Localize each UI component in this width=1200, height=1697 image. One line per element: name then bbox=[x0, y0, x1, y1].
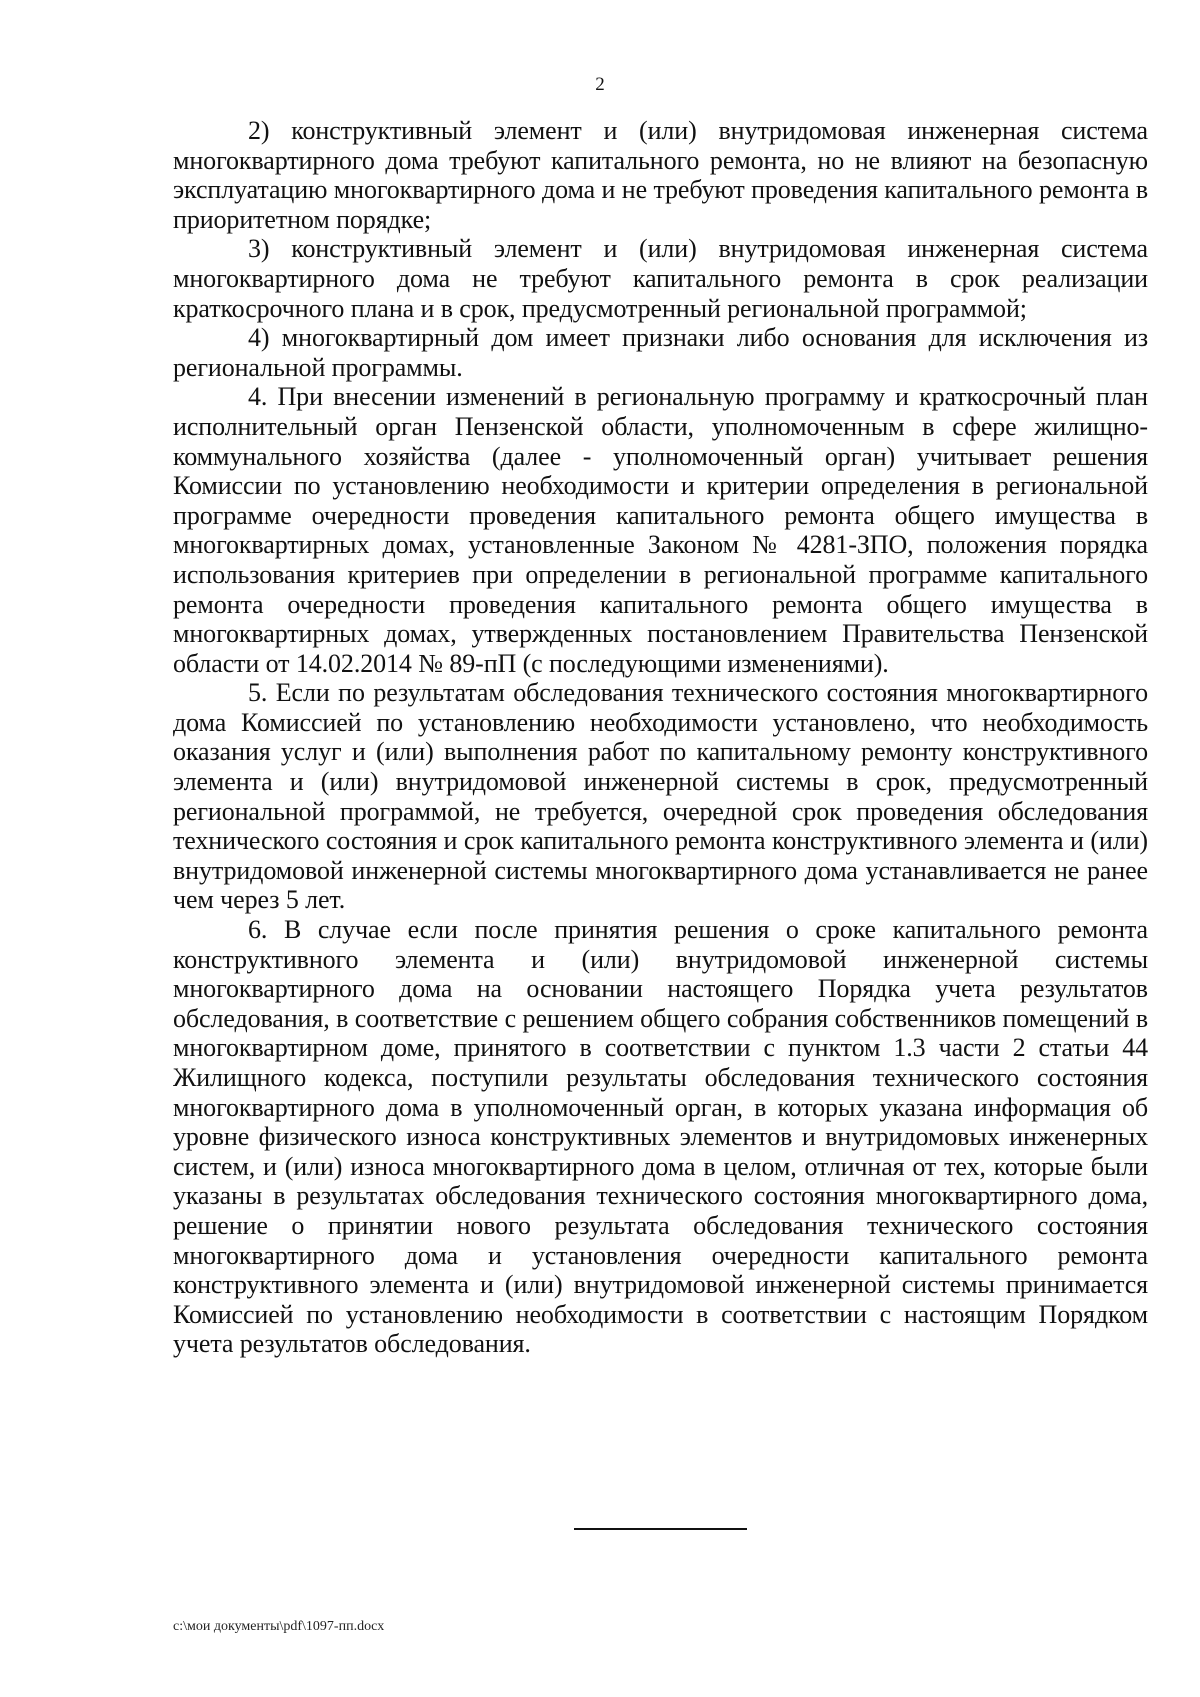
page-number: 2 bbox=[595, 74, 605, 95]
footer-file-path: c:\мои документы\pdf\1097-пп.docx bbox=[173, 1619, 385, 1634]
paragraph-section-4: 4. При внесении изменений в региональную программу и краткосрочный план исполнительный орган Пензенской области, уполномоченным в сфере жилищно-коммунального хозяйства (далее - уполномоченный орган) учитывает решения Комиссии по установлению необходимости и критерии определения в региональной программе очередности проведения капитального ремонта общего имущества в многоквартирных домах, установленные Законом № 4281-ЗПО, положения порядка использования критериев при определении в региональной программе капитального ремонта очередности проведения капитального ремонта общего имущества в многоквартирных домах, утвержденных постановлением Правительства Пензенской области от 14.02.2014 № 89-пП (с последующими изменениями). bbox=[173, 382, 1148, 678]
paragraph-section-6: 6. В случае если после принятия решения о сроке капитального ремонта конструктивного элемента и (или) внутридомовой инженерной системы многоквартирного дома на основании настоящего Порядка учета результатов обследования, в соответствие с решением общего собрания собственников помещений в многоквартирном доме, принятого в соответствии с пунктом 1.3 части 2 статьи 44 Жилищного кодекса, поступили результаты обследования технического состояния многоквартирного дома в уполномоченный орган, в которых указана информация об уровне физического износа конструктивных элементов и внутридомовых инженерных систем, и (или) износа многоквартирного дома в целом, отличная от тех, которые были указаны в результатах обследования технического состояния многоквартирного дома, решение о принятии нового результата обследования технического состояния многоквартирного дома и установления очередности капитального ремонта конструктивного элемента и (или) внутридомовой инженерной системы принимается Комиссией по установлению необходимости в соответствии с настоящим Порядком учета результатов обследования. bbox=[173, 915, 1148, 1359]
paragraph-item-2: 2) конструктивный элемент и (или) внутридомовая инженерная система многоквартирного дома требуют капитального ремонта, но не влияют на безопасную эксплуатацию многоквартирного дома и не требуют проведения капитального ремонта в приоритетном порядке; bbox=[173, 116, 1148, 234]
paragraph-item-3: 3) конструктивный элемент и (или) внутридомовая инженерная система многоквартирного дома не требуют капитального ремонта в срок реализации краткосрочного плана и в срок, предусмотренный региональной программой; bbox=[173, 234, 1148, 323]
paragraph-item-4: 4) многоквартирный дом имеет признаки либо основания для исключения из региональной программы. bbox=[173, 323, 1148, 382]
paragraph-section-5: 5. Если по результатам обследования технического состояния многоквартирного дома Комиссией по установлению необходимости установлено, что необходимость оказания услуг и (или) выполнения работ по капитальному ремонту конструктивного элемента и (или) внутридомовой инженерной системы в срок, предусмотренный региональной программой, не требуется, очередной срок проведения обследования технического состояния и срок капитального ремонта конструктивного элемента и (или) внутридомовой инженерной системы многоквартирного дома устанавливается не ранее чем через 5 лет. bbox=[173, 678, 1148, 915]
end-of-document-rule bbox=[574, 1528, 747, 1530]
document-body bbox=[173, 116, 1148, 1359]
